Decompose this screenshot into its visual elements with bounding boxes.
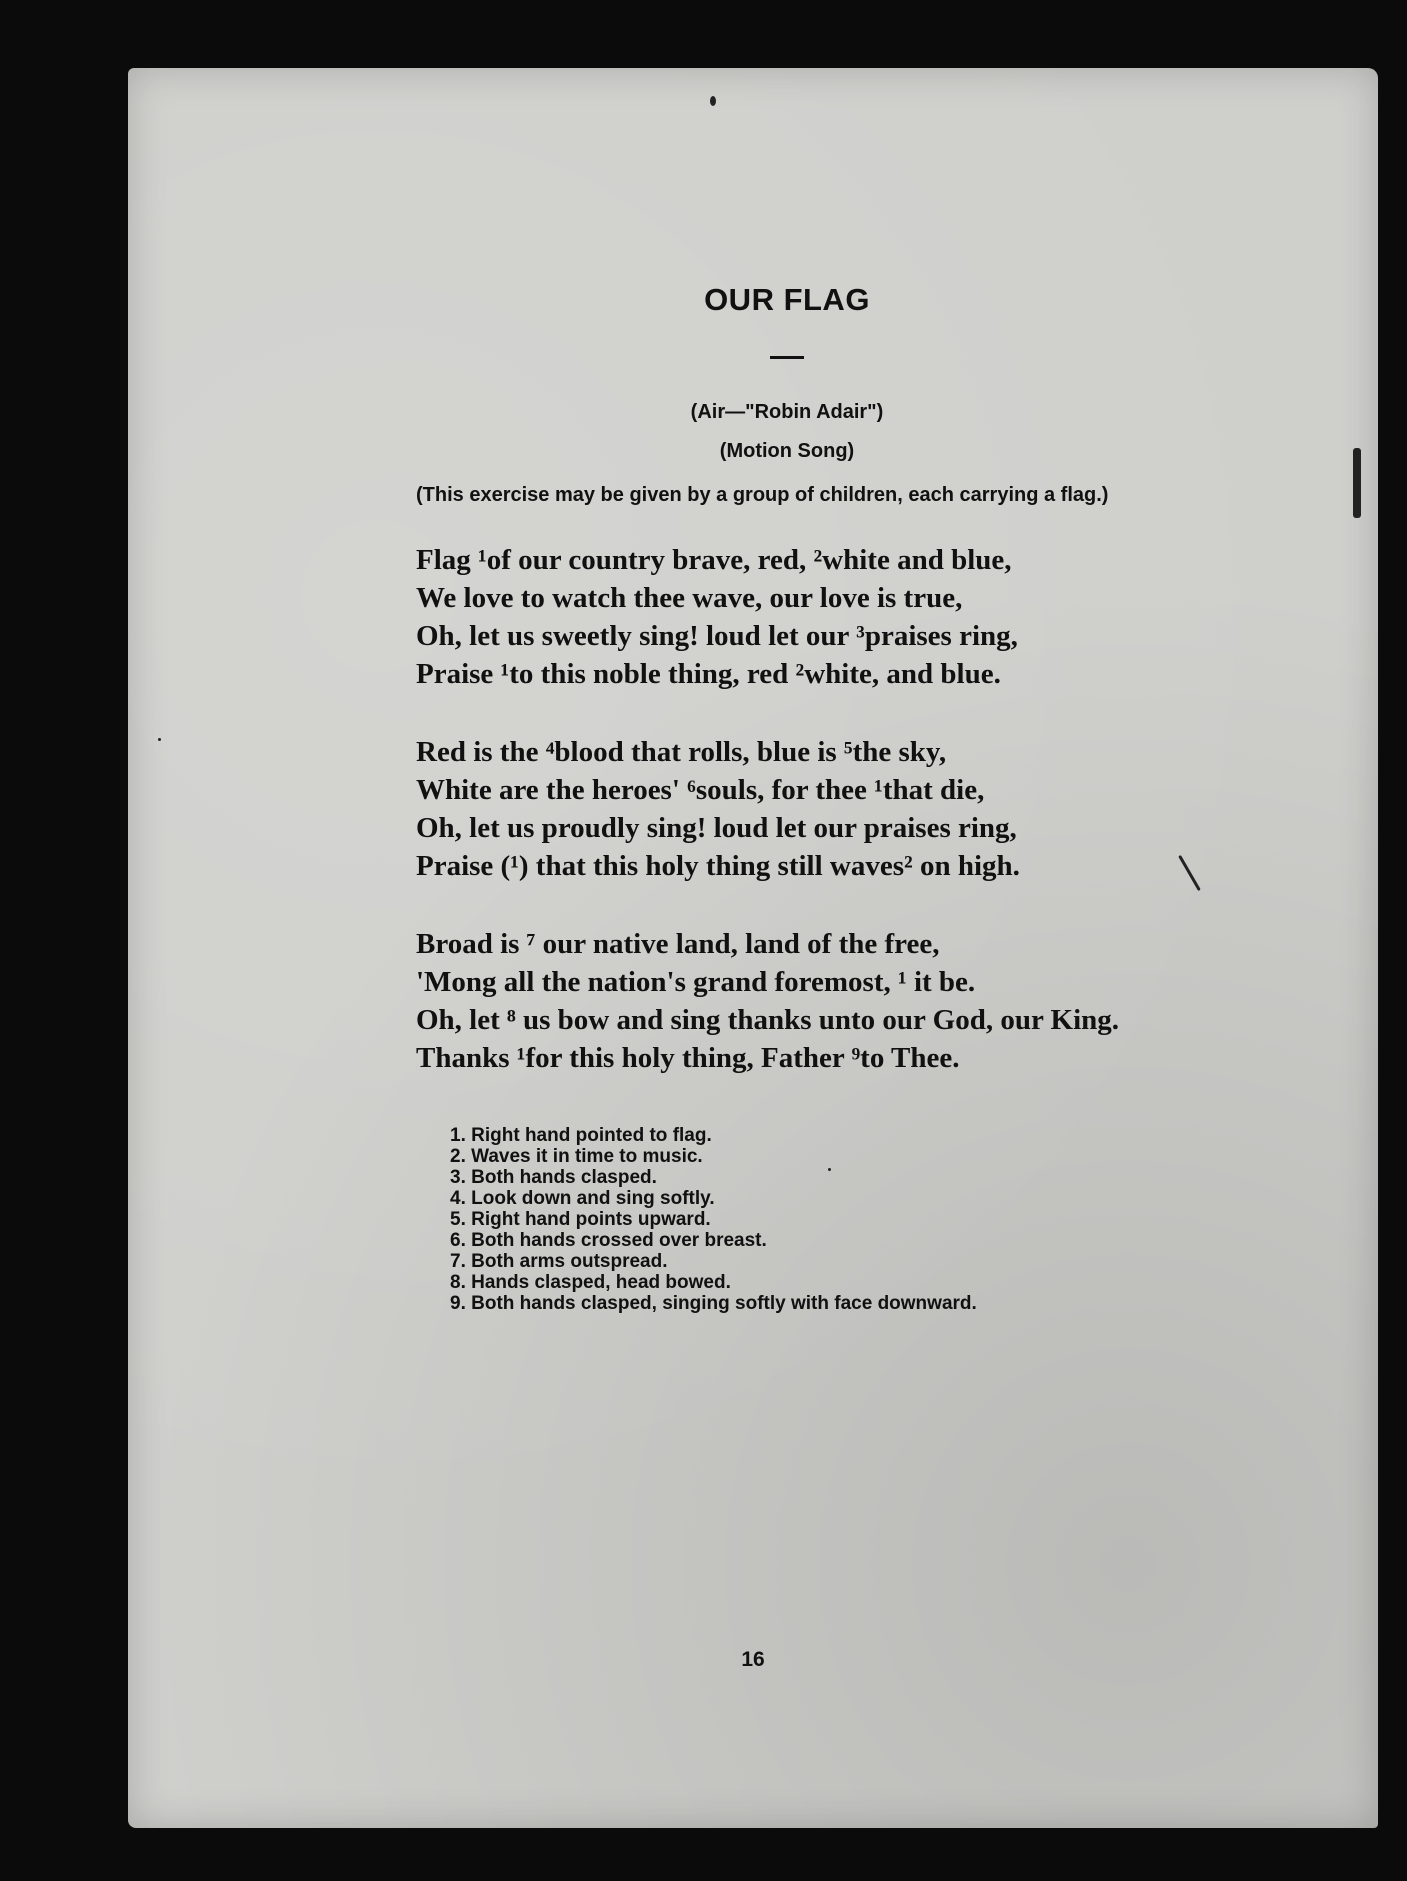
page-title: OUR FLAG xyxy=(704,282,870,317)
stanza-line: Oh, let us sweetly sing! loud let our ³praises ring, xyxy=(416,620,1018,652)
motion-footnotes xyxy=(416,1125,1158,1314)
footnote: 3. Both hands clasped. xyxy=(450,1167,657,1188)
stanza-1 xyxy=(416,541,1158,693)
song-type-subtitle: (Motion Song) xyxy=(719,440,855,462)
stanza-line: 'Mong all the nation's grand foremost, ¹ it be. xyxy=(416,966,976,998)
stanza-line: We love to watch thee wave, our love is true, xyxy=(416,582,963,614)
air-subtitle: (Air—"Robin Adair") xyxy=(690,401,884,423)
scanned-page xyxy=(128,68,1378,1828)
footnote: 7. Both arms outspread. xyxy=(450,1251,668,1272)
scan-speck xyxy=(158,738,161,741)
footnote: 9. Both hands clasped, singing softly with face downward. xyxy=(450,1293,977,1314)
footnote: 4. Look down and sing softly. xyxy=(450,1188,715,1209)
page-number: 16 xyxy=(741,1648,765,1671)
scan-speck xyxy=(710,96,716,106)
stanza-line: Praise ¹to this noble thing, red ²white, and blue. xyxy=(416,658,1001,690)
footnote: 8. Hands clasped, head bowed. xyxy=(450,1272,731,1293)
scan-speck xyxy=(828,1168,831,1171)
stanza-line: Praise (¹) that this holy thing still waves² on high. xyxy=(416,850,1020,882)
stanza-line: Red is the ⁴blood that rolls, blue is ⁵the sky, xyxy=(416,736,947,768)
stanza-line: Oh, let us proudly sing! loud let our praises ring, xyxy=(416,812,1017,844)
stanza-2 xyxy=(416,733,1158,885)
stanza-line: Broad is ⁷ our native land, land of the free, xyxy=(416,928,940,960)
stanza-line: Flag ¹of our country brave, red, ²white and blue, xyxy=(416,544,1012,576)
scan-speck xyxy=(1178,855,1201,891)
footnote: 1. Right hand pointed to flag. xyxy=(450,1125,712,1146)
footnote: 6. Both hands crossed over breast. xyxy=(450,1230,767,1251)
stanza-line: Oh, let ⁸ us bow and sing thanks unto our God, our King. xyxy=(416,1004,1120,1036)
scan-speck xyxy=(1353,448,1361,518)
stanza-3 xyxy=(416,925,1158,1077)
stanza-line: White are the heroes' ⁶souls, for thee ¹that die, xyxy=(416,774,985,806)
title-divider xyxy=(770,356,804,359)
stanza-line: Thanks ¹for this holy thing, Father ⁹to Thee. xyxy=(416,1042,960,1074)
song-content xyxy=(416,282,1158,1314)
footnote: 5. Right hand points upward. xyxy=(450,1209,711,1230)
footnote: 2. Waves it in time to music. xyxy=(450,1146,703,1167)
performance-note: (This exercise may be given by a group of children, each carrying a flag.) xyxy=(416,484,1109,506)
